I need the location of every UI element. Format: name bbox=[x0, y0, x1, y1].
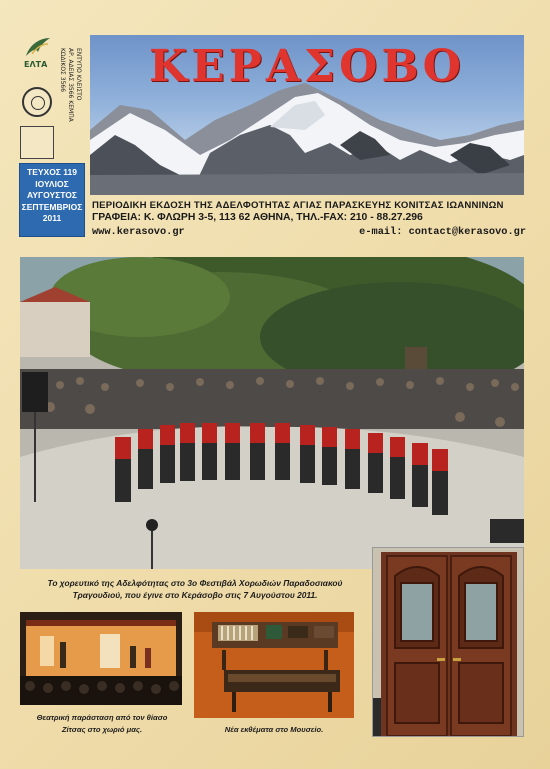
main-photo-dance-group bbox=[20, 257, 524, 569]
caption-line: Θεατρική παράσταση από τον θίασο bbox=[36, 713, 168, 722]
issue-month: ΙΟΥΛΙΟΣ bbox=[35, 178, 69, 189]
elta-label: ΕΛΤΑ bbox=[24, 60, 48, 69]
caption-line: Το χορευτικό της Αδελφότητας στο 3ο Φεστιβάλ Χορωδιών Παραδοσιακού bbox=[47, 578, 343, 588]
permit-line: ΚΩΔΙΚΟΣ 3566 bbox=[59, 48, 66, 93]
masthead bbox=[90, 35, 524, 195]
issue-number: ΤΕΥΧΟΣ 119 bbox=[27, 167, 77, 177]
main-photo-caption bbox=[30, 577, 360, 601]
issue-box bbox=[19, 163, 85, 237]
publisher-line: ΠΕΡΙΟΔΙΚΗ ΕΚΔΟΣΗ ΤΗΣ ΑΔΕΛΦΟΤΗΤΑΣ ΑΓΙΑΣ ΠΑΡΑΣΚΕΥΗΣ ΚΟΝΙΤΣΑΣ ΙΩΑΝΝΙΝΩΝ bbox=[92, 200, 504, 211]
issue-month: ΑΥΓΟΥΣΤΟΣ bbox=[26, 190, 78, 200]
door-photo bbox=[372, 547, 524, 737]
contact-line bbox=[92, 226, 526, 238]
caption-line: Τραγουδιού, που έγινε στο Κεράσοβο στις 7 Αυγούστου 2011. bbox=[72, 590, 318, 600]
magazine-title: ΚΕΡΑΣΟΒΟ bbox=[149, 41, 465, 92]
issue-month: ΣΕΠΤΕΜΒΡΙΟΣ bbox=[21, 201, 83, 212]
postal-seal-icon bbox=[22, 87, 52, 117]
issue-year: 2011 bbox=[42, 213, 62, 223]
permit-line: ΕΝΤΥΠΟ ΚΛΕΙΣΤΟ bbox=[75, 48, 82, 101]
postal-permit bbox=[56, 48, 90, 158]
email-link[interactable]: e-mail: contact@kerasovo.gr bbox=[359, 226, 526, 238]
theatre-photo bbox=[20, 612, 182, 705]
caption-line: Ζίτσας στο χωριό μας. bbox=[61, 725, 143, 734]
permit-line: ΑΡ. ΑΔΕΙΑΣ 3566 ΚΕΜΠΑ bbox=[67, 48, 74, 122]
office-address: ΓΡΑΦΕΙΑ: Κ. ΦΛΩΡΗ 3-5, 113 62 ΑΘΗΝΑ, ΤΗΛ.-FAX: 210 - 88.27.296 bbox=[92, 212, 423, 223]
elta-bird-logo bbox=[22, 36, 54, 58]
postage-stamp-icon bbox=[20, 126, 54, 159]
theatre-caption bbox=[20, 712, 184, 736]
museum-caption: Νέα εκθέματα στο Μουσείο. bbox=[224, 725, 324, 734]
website-link[interactable]: www.kerasovo.gr bbox=[92, 226, 185, 238]
museum-photo bbox=[194, 612, 354, 718]
